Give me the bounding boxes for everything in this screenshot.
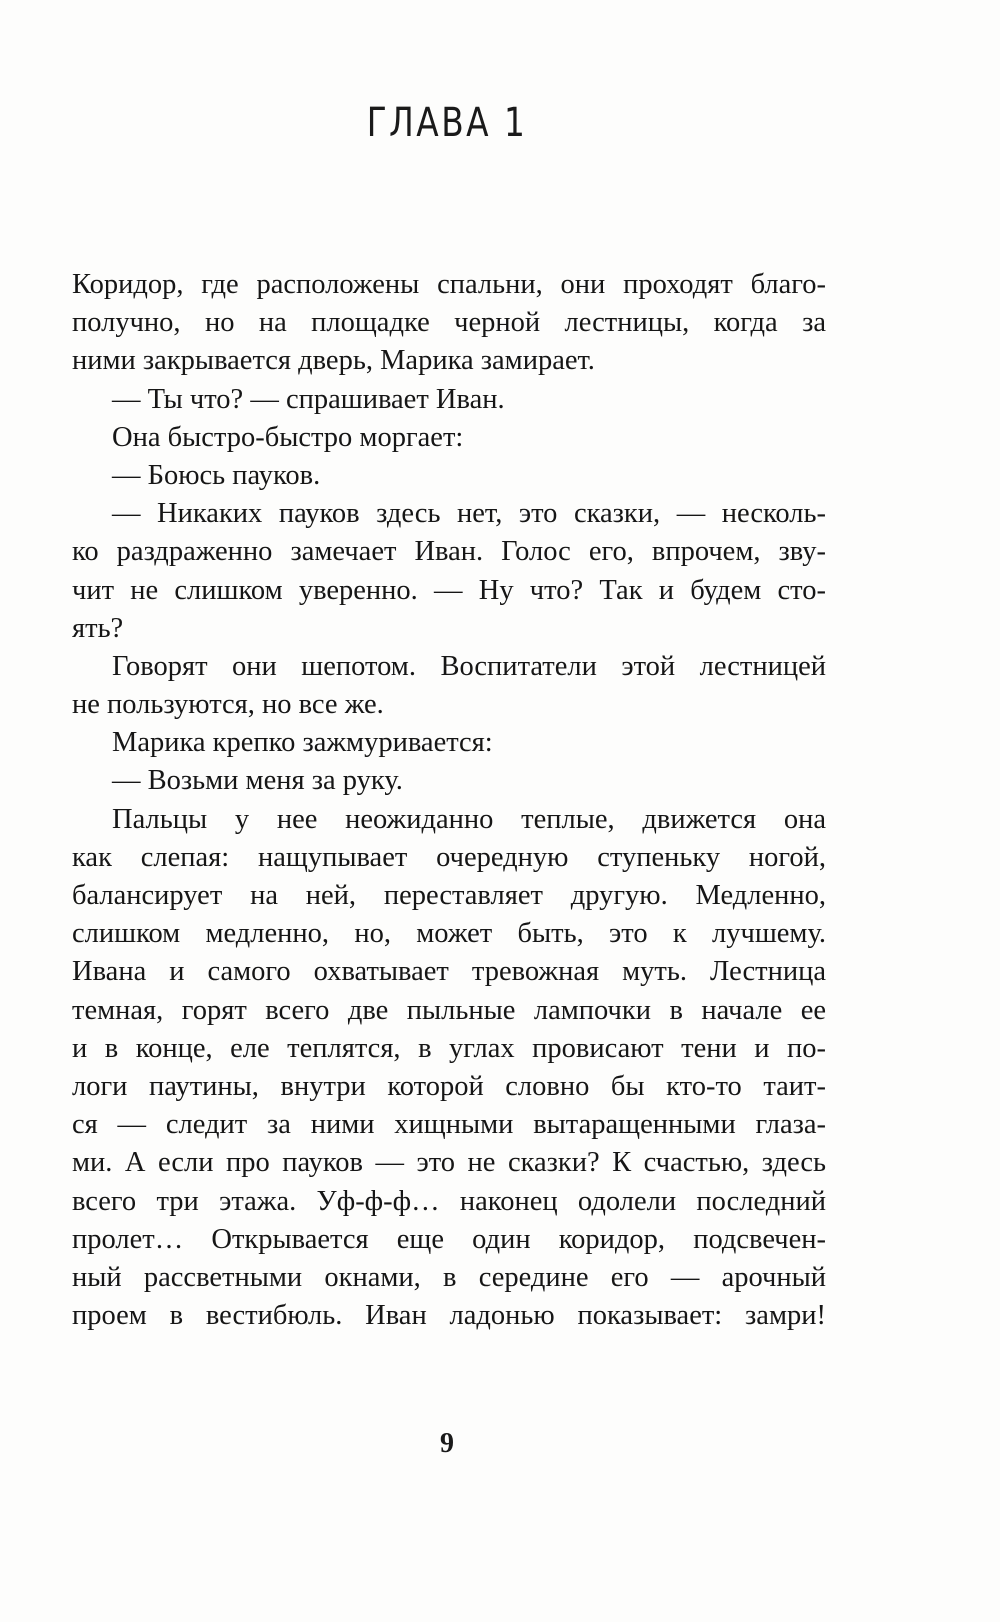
text-line: Говорят они шепотом. Воспитатели этой лестницей xyxy=(112,650,826,682)
text-line: всего три этажа. Уф-ф-ф… наконец одолели последний xyxy=(72,1185,826,1217)
text-line: — Никаких пауков здесь нет, это сказки, — несколь- xyxy=(112,498,826,530)
chapter-title: ГЛАВА 1 xyxy=(366,100,528,146)
text-line: чит не слишком уверенно. — Ну что? Так и будем сто- xyxy=(72,574,826,606)
page-number: 9 xyxy=(440,1428,454,1459)
text-line: Она быстро-быстро моргает: xyxy=(112,421,464,453)
text-line: ять? xyxy=(72,612,124,644)
text-line: как слепая: нащупывает очередную ступеньку ногой, xyxy=(72,841,826,873)
body-text xyxy=(72,266,826,1335)
text-line: — Возьми меня за руку. xyxy=(112,765,403,797)
text-line: — Ты что? — спрашивает Иван. xyxy=(112,383,505,415)
text-line: ко раздраженно замечает Иван. Голос его, впрочем, зву- xyxy=(72,536,826,568)
text-line: ними закрывается дверь, Марика замирает. xyxy=(72,345,595,377)
text-line: темная, горят всего две пыльные лампочки в начале ее xyxy=(72,994,826,1026)
text-line: и в конце, еле теплятся, в углах провисают тени и по- xyxy=(72,1032,826,1064)
text-line: Пальцы у нее неожиданно теплые, движется она xyxy=(112,803,826,835)
text-line: Марика крепко зажмуривается: xyxy=(112,727,493,759)
text-line: не пользуются, но все же. xyxy=(72,689,384,721)
text-line: логи паутины, внутри которой словно бы кто-то таит- xyxy=(72,1070,826,1102)
text-line: балансирует на ней, переставляет другую. Медленно, xyxy=(72,880,826,911)
text-line: — Боюсь пауков. xyxy=(112,459,321,491)
text-line: проем в вестибюль. Иван ладонью показывает: замри! xyxy=(72,1300,826,1332)
text-line: ный рассветными окнами, в середине его — арочный xyxy=(72,1261,826,1293)
text-line: получно, но на площадке черной лестницы, когда за xyxy=(72,307,826,339)
text-line: Ивана и самого охватывает тревожная муть. Лестница xyxy=(72,956,826,988)
text-line: пролет… Открывается еще один коридор, подсвечен- xyxy=(72,1223,826,1255)
text-line: слишком медленно, но, может быть, это к лучшему. xyxy=(72,918,826,950)
text-line: ся — следит за ними хищными вытаращенными глаза- xyxy=(72,1109,826,1141)
text-line: Коридор, где расположены спальни, они проходят благо- xyxy=(72,269,826,300)
text-line: ми. А если про пауков — это не сказки? К счастью, здесь xyxy=(72,1147,826,1179)
